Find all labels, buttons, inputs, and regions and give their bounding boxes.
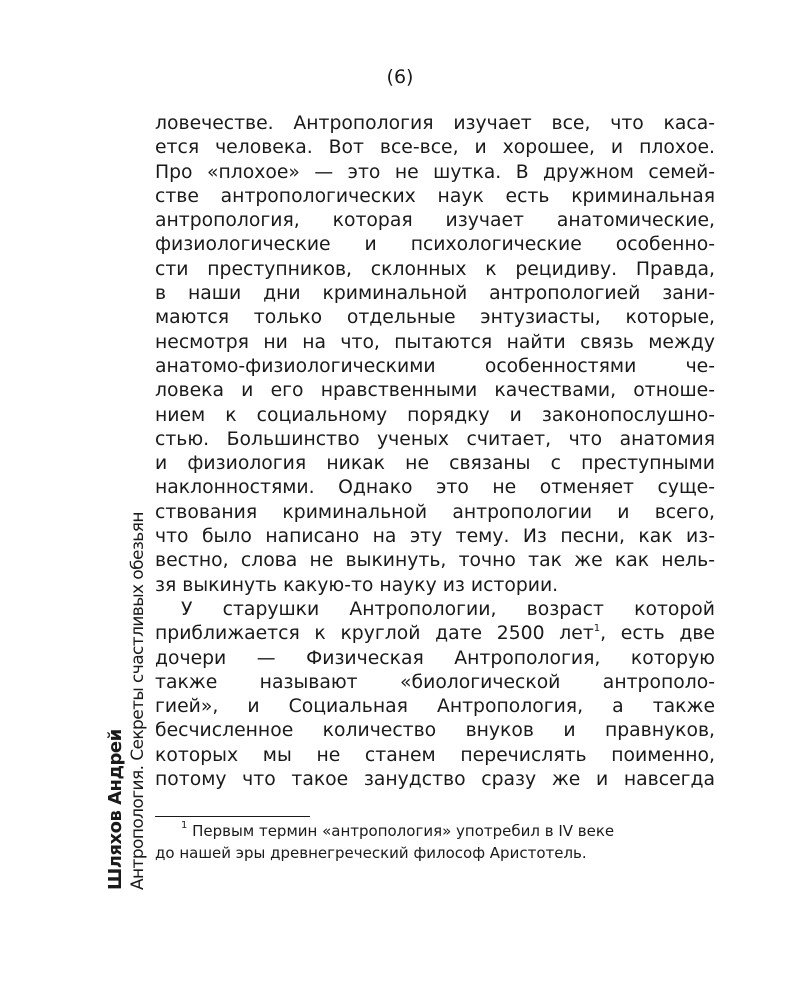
- footnote-line: [155, 820, 715, 842]
- text-line: дочери — Физическая Антропология, которую: [155, 647, 715, 669]
- text-line: наклонностями. Однако это не отменяет суще-: [155, 477, 715, 499]
- footnote-text: Первым термин «антропология» употребил в IV веке: [192, 822, 615, 840]
- text-line: стью. Большинство ученых считает, что анатомия: [155, 428, 715, 450]
- text-line: ется человека. Вот все-все, и хорошее, и плохое.: [155, 137, 715, 159]
- text-line: У старушки Антропологии, возраст которой: [181, 598, 715, 620]
- spine-caption: [105, 512, 149, 890]
- page-number: (6): [386, 66, 414, 88]
- text-line: нием к социальному порядку и законопослушно-: [155, 404, 715, 426]
- text-line: антропология, которая изучает анатомические,: [155, 210, 715, 232]
- text-line: несмотря ни на что, пытаются найти связь между: [155, 331, 715, 353]
- text-line: зя выкинуть какую-то науку из истории.: [155, 574, 559, 596]
- text-line: потому что такое занудство сразу же и навсегда: [155, 769, 715, 791]
- text-line: и физиология никак не связаны с преступными: [155, 453, 715, 475]
- text-line: бесчисленное количество внуков и правнуков,: [155, 720, 715, 742]
- footnote-marker: 1: [181, 820, 188, 831]
- text-line-with-footnote: [155, 622, 715, 646]
- footnote: [155, 820, 715, 864]
- text-line: которых мы не станем перечислять поименно,: [155, 744, 715, 766]
- text-line: стве антропологических наук есть криминальная: [155, 185, 715, 207]
- footnote-divider: [155, 816, 310, 817]
- footnote-line: до нашей эры древнегреческий философ Аристотель.: [155, 844, 587, 862]
- text-line: вестно, слова не выкинуть, точно так же как нель-: [155, 550, 715, 572]
- text-line: ствования криминальной антропологии и всего,: [155, 501, 715, 523]
- text-line: физиологические и психологические особенно-: [155, 234, 715, 256]
- text-line: ловека и его нравственными качествами, отноше-: [155, 380, 715, 402]
- spine-title: Антропология. Секреты счастливых обезьян: [128, 512, 148, 890]
- text-line: в наши дни криминальной антропологией зани-: [155, 283, 715, 305]
- text-segment: приближается к круглой дате 2500 лет: [155, 623, 594, 645]
- text-segment: , есть две: [600, 623, 715, 645]
- text-line: сти преступников, склонных к рецидиву. Правда,: [155, 258, 715, 280]
- text-line: анатомо-физиологическими особенностями че-: [155, 355, 715, 377]
- footnote-reference: 1: [593, 623, 601, 635]
- main-text: [155, 112, 715, 792]
- text-line: также называют «биологической антрополо-: [155, 671, 715, 693]
- text-line: маются только отдельные энтузиасты, которые,: [155, 307, 715, 329]
- text-line: гией», и Социальная Антропология, а также: [155, 696, 715, 718]
- text-line: Про «плохое» — это не шутка. В дружном семей-: [155, 161, 715, 183]
- text-line: что было написано на эту тему. Из песни, как из-: [155, 526, 715, 548]
- text-line: ловечестве. Антропология изучает все, что каса-: [155, 113, 715, 134]
- spine-author: Шляхов Андрей: [105, 729, 126, 890]
